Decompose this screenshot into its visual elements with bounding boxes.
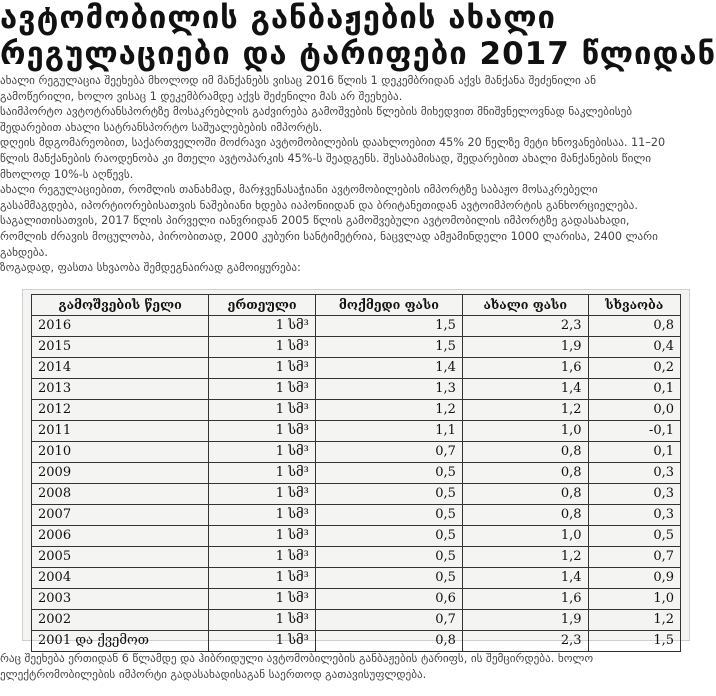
table-cell: 1,6: [462, 589, 588, 610]
table-cell: 2016: [32, 316, 209, 337]
table-cell: 2011: [32, 421, 209, 442]
table-header-cell: სხვაობა: [588, 295, 680, 316]
table-cell: 0,1: [588, 442, 680, 463]
price-table: [31, 294, 681, 652]
body-paragraph: საგალითისათვის, 2017 წლის პირველი იანვრიდან 2005 წლის გამოშვებული ავტომობილის იმპორტზე გადასახადი,: [0, 214, 630, 228]
table-cell: 1,4: [315, 358, 462, 379]
article-footer: [0, 651, 716, 683]
table-row: [32, 547, 681, 568]
body-paragraph: გახდება.: [0, 245, 48, 259]
table-cell: 1 სმ³: [209, 400, 316, 421]
table-row: [32, 526, 681, 547]
price-table-container: [22, 289, 690, 648]
table-cell: 2,3: [462, 316, 588, 337]
table-cell: 0,5: [315, 484, 462, 505]
table-cell: 1,9: [462, 337, 588, 358]
body-paragraph: წლის მანქანების რაოდენობა კი მთელი ავტოპარკის 45%-ს შეადგენს. შესაბამისად, შედარებით ახალი მანქანების წილი: [0, 151, 652, 165]
table-cell: 1,5: [315, 316, 462, 337]
table-cell: 2009: [32, 463, 209, 484]
body-paragraph: შედარებით ახალი სატრანსპორტო საშუალებების იმპორტს.: [0, 120, 323, 134]
table-cell: 0,3: [588, 505, 680, 526]
table-cell: 0,8: [588, 316, 680, 337]
table-row: [32, 505, 681, 526]
table-cell: 1,0: [588, 589, 680, 610]
table-cell: 1 სმ³: [209, 610, 316, 631]
table-cell: 0,6: [315, 589, 462, 610]
table-cell: 0,7: [315, 610, 462, 631]
table-cell: 1 სმ³: [209, 358, 316, 379]
body-paragraph: ახალი რეგულაცია შეეხება მხოლოდ იმ მანქანებს ვისაც 2016 წლის 1 დეკემბრიდან აქვს მანქანა შეძენილი ან: [0, 74, 596, 87]
body-paragraph: გამოწერილი, ხოლო ვისაც 1 დეკემბრამდე აქვს შეძენილი მას არ შეეხება.: [0, 89, 403, 103]
table-cell: 1,1: [315, 421, 462, 442]
table-cell: 2,3: [462, 631, 588, 652]
table-row: [32, 400, 681, 421]
table-cell: 0,4: [588, 337, 680, 358]
table-cell: 0,8: [462, 442, 588, 463]
table-cell: 2002: [32, 610, 209, 631]
table-cell: 2006: [32, 526, 209, 547]
table-cell: 2013: [32, 379, 209, 400]
article-body: [0, 73, 716, 276]
table-cell: 1,2: [588, 610, 680, 631]
table-row: [32, 463, 681, 484]
table-cell: 0,0: [588, 400, 680, 421]
table-cell: 0,9: [588, 568, 680, 589]
table-cell: 0,5: [588, 526, 680, 547]
table-body: [32, 316, 681, 652]
table-cell: 2004: [32, 568, 209, 589]
table-cell: 1,3: [315, 379, 462, 400]
table-cell: 0,1: [588, 379, 680, 400]
table-row: [32, 358, 681, 379]
table-row: [32, 589, 681, 610]
table-cell: 1 სმ³: [209, 526, 316, 547]
table-cell: 0,5: [315, 547, 462, 568]
table-cell: 2015: [32, 337, 209, 358]
table-cell: 0,8: [315, 631, 462, 652]
table-row: [32, 442, 681, 463]
table-cell: 1 სმ³: [209, 568, 316, 589]
body-paragraph: მხოლოდ 10%-ს აღწევს.: [0, 167, 134, 181]
table-cell: 1 სმ³: [209, 484, 316, 505]
table-cell: 1 სმ³: [209, 379, 316, 400]
table-cell: 2014: [32, 358, 209, 379]
table-cell: 1 სმ³: [209, 631, 316, 652]
body-paragraph: რომლის ძრავის მოცულობა, პირობითად, 2000 კუბური სანტიმეტრია, ნაცვლად ამჟამინდელი 1000 ლარისა, 2400 ლარი: [0, 229, 658, 243]
table-cell: 1,5: [315, 337, 462, 358]
footer-paragraph: რაც შეეხება ერთიდან 6 წლამდე და ჰიბრიდული ავტომობილების განბაჟების ტარიფს, ის შემცირდება. ხოლო: [0, 652, 594, 665]
table-cell: 2012: [32, 400, 209, 421]
table-row: [32, 421, 681, 442]
table-cell: 0,7: [588, 547, 680, 568]
table-cell: 1,9: [462, 610, 588, 631]
table-row: [32, 610, 681, 631]
article-title-line-1: ავტომობილის განბაჟების ახალი: [0, 0, 557, 36]
table-header-cell: ერთეული: [209, 295, 316, 316]
article-title: [0, 0, 716, 72]
table-header-cell: გამოშვების წელი: [32, 295, 209, 316]
table-cell: 1 სმ³: [209, 316, 316, 337]
table-cell: 1 სმ³: [209, 442, 316, 463]
table-row: [32, 631, 681, 652]
table-row: [32, 379, 681, 400]
table-cell: 0,5: [315, 463, 462, 484]
table-cell: 2010: [32, 442, 209, 463]
table-cell: 0,5: [315, 568, 462, 589]
table-cell: 1,4: [462, 379, 588, 400]
table-cell: 2008: [32, 484, 209, 505]
table-cell: 1,0: [462, 526, 588, 547]
table-cell: 0,8: [462, 484, 588, 505]
table-cell: 1,6: [462, 358, 588, 379]
table-cell: 1 სმ³: [209, 463, 316, 484]
table-cell: 1 სმ³: [209, 421, 316, 442]
table-cell: 2001 და ქვემოთ: [32, 631, 209, 652]
table-row: [32, 568, 681, 589]
table-cell: 1,4: [462, 568, 588, 589]
table-cell: -0,1: [588, 421, 680, 442]
table-cell: 1 სმ³: [209, 547, 316, 568]
body-paragraph: ზოგადად, ფასთა სხვაობა შემდეგნაირად გამოიყურება:: [0, 261, 301, 275]
table-header-cell: მოქმედი ფასი: [315, 295, 462, 316]
table-cell: 1 სმ³: [209, 505, 316, 526]
table-cell: 1,2: [462, 547, 588, 568]
table-cell: 0,2: [588, 358, 680, 379]
table-row: [32, 484, 681, 505]
table-cell: 0,3: [588, 484, 680, 505]
table-cell: 1,2: [315, 400, 462, 421]
table-cell: 2007: [32, 505, 209, 526]
table-cell: 1,5: [588, 631, 680, 652]
body-paragraph: ახალი რეგულაციებით, რომლის თანახმად, მარჯვენასაჭიანი ავტომობილების იმპორტზე საბაჟო მოსაკრებელი: [0, 183, 598, 197]
article-title-line-2: რეგულაციები და ტარიფები 2017 წლიდან: [0, 36, 716, 72]
table-cell: 1 სმ³: [209, 337, 316, 358]
table-row: [32, 337, 681, 358]
table-cell: 1,0: [462, 421, 588, 442]
table-cell: 2005: [32, 547, 209, 568]
table-cell: 1,2: [462, 400, 588, 421]
table-row: [32, 316, 681, 337]
body-paragraph: გასამმაგდება, იპორტიორებისათვის ნაშებიანი ხდება იაპონიიდან და ბრიტანეთიდან ავტოიმპორტის განხორციელება.: [0, 198, 638, 212]
body-paragraph: საიმპორტო ავტოტრანსპორტზე მოსაკრებლის გაძვირება გამოშვების წლების მიხედვით მნიშვნელოვნად ნაკლებისებ: [0, 105, 633, 119]
table-cell: 0,8: [462, 463, 588, 484]
table-cell: 0,5: [315, 526, 462, 547]
body-paragraph: დღეის მდგომარეობით, საქართველოში მოძრავი ავტომობილების დაახლოებით 45% 20 წელზე მეტი ხნოვანებისაა. 11–20: [0, 136, 666, 150]
table-cell: 0,7: [315, 442, 462, 463]
table-cell: 0,5: [315, 505, 462, 526]
table-cell: 1 სმ³: [209, 589, 316, 610]
table-cell: 0,3: [588, 463, 680, 484]
table-cell: 2003: [32, 589, 209, 610]
table-header-row: [32, 295, 681, 316]
footer-paragraph: ელექტრომობილების იმპორტი გადასახადისაგან საერთოდ გათავისუფლდება.: [0, 668, 427, 681]
table-header-cell: ახალი ფასი: [462, 295, 588, 316]
table-cell: 0,8: [462, 505, 588, 526]
